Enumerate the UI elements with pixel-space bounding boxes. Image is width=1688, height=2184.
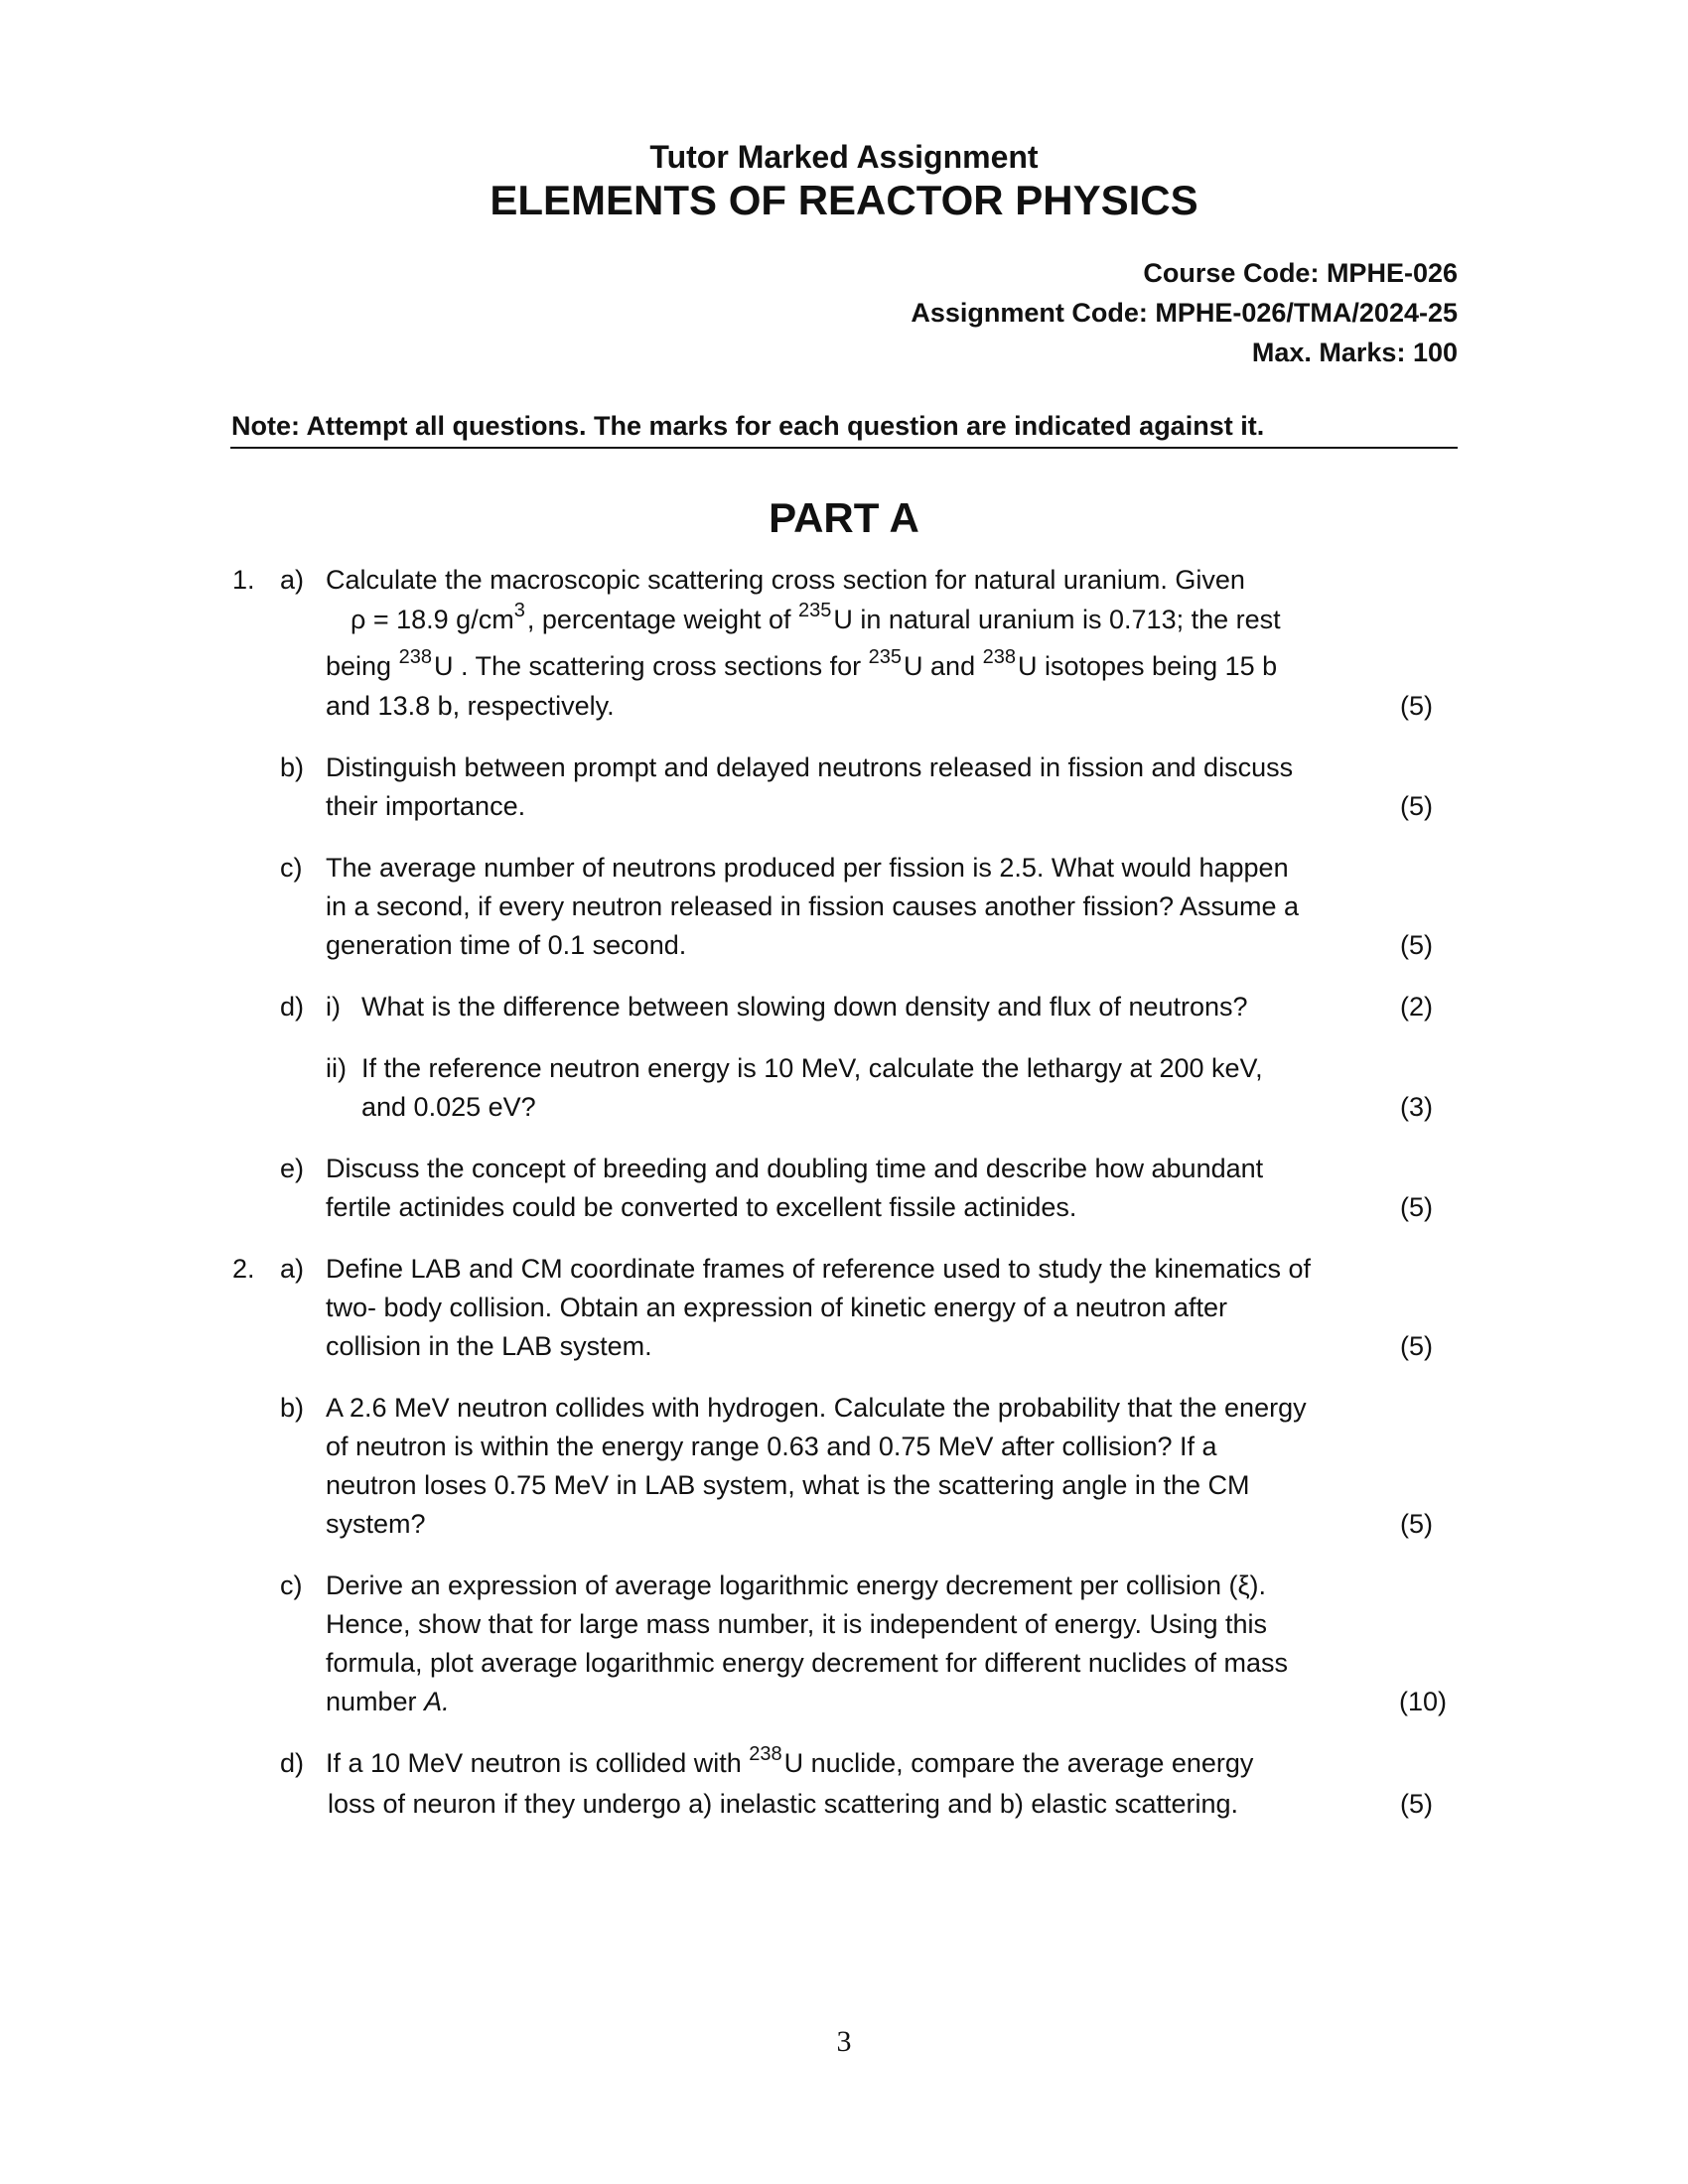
subquestion-label: b) — [280, 752, 305, 782]
question-text: Define LAB and CM coordinate frames of reference used to study the kinematics of — [326, 1254, 1312, 1284]
marks: (5) — [1400, 1509, 1433, 1539]
question-text-fragment: U . The scattering cross sections for — [433, 651, 862, 681]
marks: (3) — [1400, 1092, 1433, 1122]
part-label: i) — [326, 992, 341, 1022]
subquestion-label: a) — [280, 565, 305, 595]
question-text: Hence, show that for large mass number, it is independent of energy. Using this — [326, 1609, 1268, 1639]
question-text — [326, 646, 1278, 685]
isotope-mass: 238 — [398, 646, 432, 668]
question-text: Derive an expression of average logarithmic energy decrement per collision (ξ). — [326, 1570, 1267, 1600]
question-text: in a second, if every neutron released in fission causes another fission? Assume a — [326, 891, 1300, 921]
mass-number-variable: A. — [424, 1687, 450, 1716]
question-text-fragment: If a 10 MeV neutron is collided with — [326, 1748, 742, 1778]
question-text: Calculate the macroscopic scattering cross section for natural uranium. Given — [326, 565, 1245, 595]
marks: (5) — [1400, 1789, 1433, 1819]
subquestion-label: c) — [280, 1570, 303, 1600]
question-number: 2. — [232, 1254, 255, 1284]
question-text — [326, 1686, 450, 1717]
question-text: What is the difference between slowing down density and flux of neutrons? — [361, 992, 1248, 1022]
question-text: generation time of 0.1 second. — [326, 930, 687, 960]
instruction-note: Note: Attempt all questions. The marks for each question are indicated against it. — [231, 411, 1265, 441]
isotope-mass: 235 — [798, 600, 832, 621]
question-text: formula, plot average logarithmic energy decrement for different nuclides of mass — [326, 1648, 1288, 1678]
question-text: system? — [326, 1509, 426, 1539]
question-text-fragment: U and — [904, 651, 976, 681]
subquestion-label: d) — [280, 1748, 305, 1778]
question-text-fragment: being — [326, 651, 392, 681]
marks: (5) — [1400, 791, 1433, 821]
question-text: The average number of neutrons produced per fission is 2.5. What would happen — [326, 853, 1289, 883]
part-label: ii) — [326, 1053, 347, 1083]
marks: (5) — [1400, 1192, 1433, 1222]
question-text: their importance. — [326, 791, 526, 821]
subquestion-label: c) — [280, 853, 303, 883]
marks: (2) — [1400, 992, 1433, 1022]
divider-rule — [230, 447, 1458, 449]
question-number: 1. — [232, 565, 255, 595]
subquestion-label: e) — [280, 1154, 305, 1183]
subquestion-label: b) — [280, 1393, 305, 1423]
isotope-mass: 238 — [749, 1743, 782, 1765]
part-heading: PART A — [769, 494, 919, 541]
question-text: Distinguish between prompt and delayed neutrons released in fission and discuss — [326, 752, 1294, 782]
question-text: Discuss the concept of breeding and doubling time and describe how abundant — [326, 1154, 1264, 1183]
question-text-fragment: U in natural uranium is 0.713; the rest — [833, 605, 1281, 634]
marks: (5) — [1400, 930, 1433, 960]
question-text — [351, 600, 1281, 638]
question-text: loss of neuron if they undergo a) inelastic scattering and b) elastic scattering. — [328, 1789, 1238, 1819]
question-text — [326, 1743, 1254, 1782]
course-code: Course Code: MPHE-026 — [1143, 258, 1458, 288]
question-text: neutron loses 0.75 MeV in LAB system, what is the scattering angle in the CM — [326, 1470, 1250, 1500]
marks: (5) — [1400, 1331, 1433, 1361]
subquestion-label: d) — [280, 992, 305, 1022]
subquestion-label: a) — [280, 1254, 305, 1284]
question-text: If the reference neutron energy is 10 MeV, calculate the lethargy at 200 keV, — [361, 1053, 1263, 1083]
question-text: and 13.8 b, respectively. — [326, 691, 615, 721]
formula-density: ρ = 18.9 g/cm — [351, 605, 514, 634]
question-text: two- body collision. Obtain an expression of kinetic energy of a neutron after — [326, 1293, 1228, 1322]
assignment-subtitle: Tutor Marked Assignment — [649, 139, 1039, 175]
superscript: 3 — [513, 600, 525, 621]
marks: (5) — [1400, 691, 1433, 721]
question-text-fragment: U isotopes being 15 b — [1017, 651, 1278, 681]
question-text-fragment: number — [326, 1687, 417, 1716]
question-text-fragment: , percentage weight of — [526, 605, 791, 634]
question-text: A 2.6 MeV neutron collides with hydrogen. Calculate the probability that the energy — [326, 1393, 1307, 1423]
page-number: 3 — [836, 2025, 852, 2058]
assignment-code: Assignment Code: MPHE-026/TMA/2024-25 — [911, 298, 1458, 328]
question-text: and 0.025 eV? — [361, 1092, 536, 1122]
isotope-mass: 238 — [982, 646, 1016, 668]
question-text: of neutron is within the energy range 0.63 and 0.75 MeV after collision? If a — [326, 1432, 1217, 1461]
max-marks: Max. Marks: 100 — [1251, 338, 1458, 367]
question-text: fertile actinides could be converted to excellent fissile actinides. — [326, 1192, 1077, 1222]
document-title: ELEMENTS OF REACTOR PHYSICS — [490, 177, 1198, 223]
isotope-mass: 235 — [868, 646, 903, 668]
question-text: collision in the LAB system. — [326, 1331, 652, 1361]
question-text-fragment: U nuclide, compare the average energy — [783, 1748, 1254, 1778]
marks: (10) — [1398, 1687, 1447, 1716]
